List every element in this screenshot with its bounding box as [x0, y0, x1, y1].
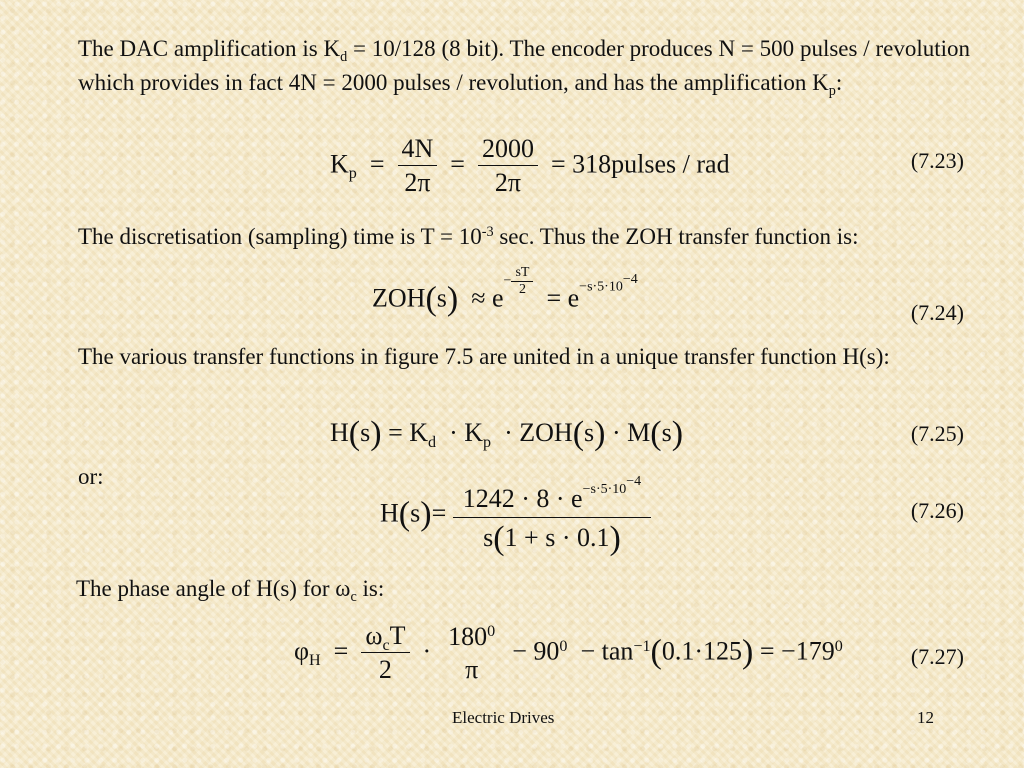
equation-7-26: H(s)= $\frac{1242 \cdot 8 \cdot e^{-s\cdot 5\cdot 10^{-4}}}{s(1 + s \cdot 0.1)}$ [380, 472, 651, 559]
paragraph-phase-angle: The phase angle of H(s) for $\omega_c$ is: [76, 576, 385, 605]
equation-number-7-25: (7.25) [910, 421, 964, 446]
fraction-4n-over-2pi: $\frac{4N}{2\pi}$ [398, 133, 438, 200]
equation-7-27: $\varphi_H$ = $\frac{\omega_cT}{2}$ · $180^0$ π − $90^0 - \tan^{-1}(0.1\cdot 125) = -179^0$ [294, 620, 843, 687]
equation-7-23: $K_p$ = $\frac{4N}{2\pi}$ = $\frac{2000}{2\pi}$ = 318pulses / rad [330, 133, 730, 200]
equation-7-24: ZOH(s) ≈ e− $\frac{sT}{2}$ = $e^{-s\cdot 5\cdot 10^{-4}}$ [372, 265, 638, 318]
exponent-sT-over-2: − $\frac{sT}{2}$ [504, 265, 534, 298]
footer-title: Electric Drives [452, 708, 555, 727]
paragraph-dac-encoder: The DAC amplification is $K_d = 10/128$ (8 bit). The encoder produces N = 500 pulses / revolution which provides in fact 4N = 2000 pulses / revolution, and has the amplification $K_p$: [78, 36, 970, 99]
fraction-h-of-s: $\frac{1242 \cdot 8 \cdot e^{-s\cdot 5\cdot 10^{-4}}}{s(1 + s \cdot 0.1)}$ [453, 472, 651, 559]
paragraph-transfer-functions: The various transfer functions in figure 7.5 are united in a unique transfer function H(s): [78, 344, 890, 369]
equation-number-7-24: (7.24) [910, 300, 964, 325]
or-label: or: [78, 464, 104, 489]
equation-7-25: $H(s) = K_d \cdot K_p \cdot ZOH(s) \cdot M(s)$ [330, 415, 684, 452]
fraction-180-over-pi: $180^0$ π [448, 621, 496, 684]
equation-number-7-26: (7.26) [910, 498, 964, 523]
equation-number-7-27: (7.27) [910, 644, 964, 669]
paragraph-sampling-time: The discretisation (sampling) time is $T = 10^{-3}$ sec. Thus the ZOH transfer function is: [78, 224, 859, 249]
fraction-omega-t-over-2: $\frac{\omega_cT}{2}$ [361, 620, 409, 687]
page-number: 12 [917, 708, 934, 727]
fraction-2000-over-2pi: $\frac{2000}{2\pi}$ [478, 133, 538, 200]
equation-number-7-23: (7.23) [910, 148, 964, 173]
